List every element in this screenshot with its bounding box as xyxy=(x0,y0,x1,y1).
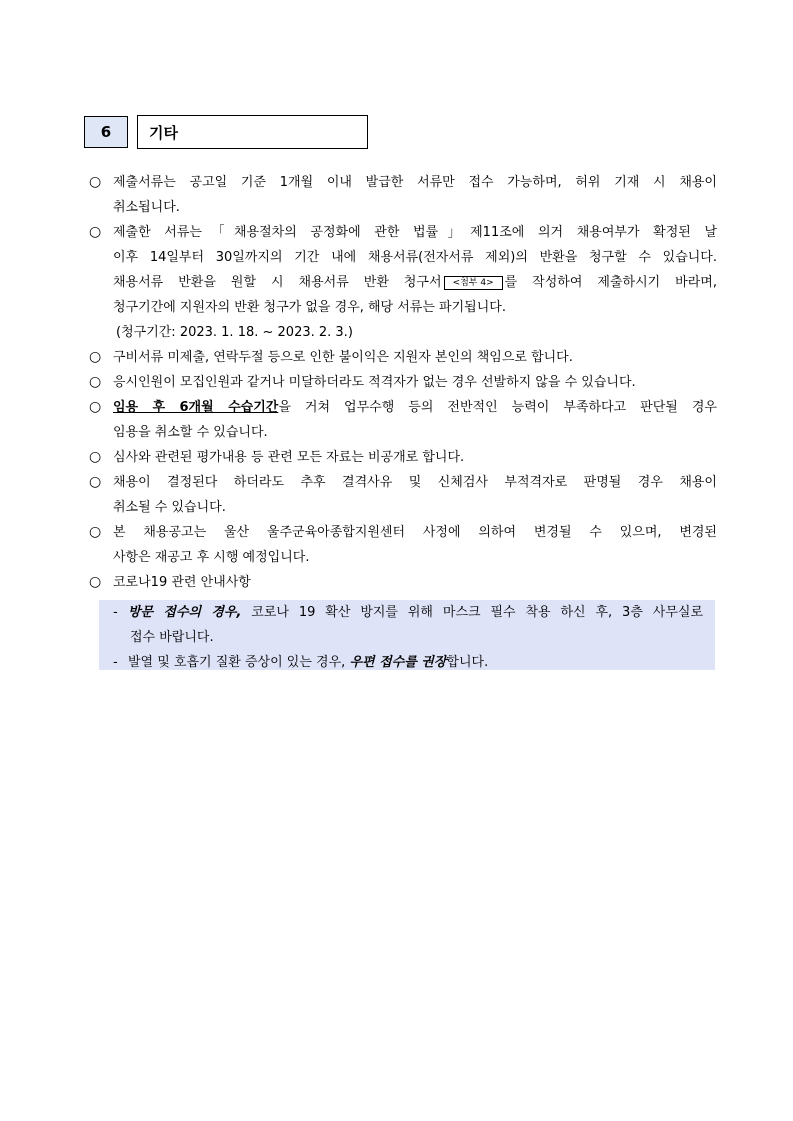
bullet-icon: ○ xyxy=(89,574,102,590)
item-text: 취소됩니다. xyxy=(113,200,180,215)
covid-item xyxy=(113,650,703,675)
bullet-icon: ○ xyxy=(89,474,102,490)
bullet-icon: ○ xyxy=(89,524,102,540)
item-text xyxy=(113,395,717,420)
item-text: 구비서류 미제출, 연락두절 등으로 인한 불이익은 지원자 본인의 책임으로 합니다. xyxy=(113,350,573,365)
bullet-icon: ○ xyxy=(89,349,102,365)
item-text xyxy=(113,270,717,295)
item-text: 응시인원이 모집인원과 같거나 미달하더라도 적격자가 없는 경우 선발하지 않을 수 있습니다. xyxy=(113,375,636,390)
covid-item xyxy=(113,600,703,650)
bullet-icon: ○ xyxy=(89,399,102,415)
item-text: 채용이 결정된다 하더라도 추후 결격사유 및 신체검사 부적격자로 판명될 경우 채용이 xyxy=(113,475,717,490)
section-title: 기타 xyxy=(137,115,368,149)
mail-highlight: 우편 접수를 권장 xyxy=(349,655,447,670)
item-text: 이후 14일부터 30일까지의 기간 내에 채용서류(전자서류 제외)의 반환을 청구할 수 있습니다. xyxy=(113,250,717,265)
covid-text xyxy=(128,600,703,625)
item-text: 심사와 관련된 평가내용 등 관련 모든 자료는 비공개로 합니다. xyxy=(113,450,465,465)
item-text: 취소될 수 있습니다. xyxy=(113,500,226,515)
covid-notice-box xyxy=(99,600,715,670)
list-item xyxy=(89,370,717,395)
item-text: 본 채용공고는 울산 울주군육아종합지원센터 사정에 의하여 변경될 수 있으며, 변경된 xyxy=(113,525,717,540)
list-item xyxy=(89,220,717,345)
item-text: 임용을 취소할 수 있습니다. xyxy=(113,425,268,440)
bullet-icon: ○ xyxy=(89,224,102,240)
list-item xyxy=(89,570,717,595)
probation-highlight: 임용 후 6개월 수습기간 xyxy=(113,400,279,415)
item-text-part: 를 작성하여 제출하시기 바라며, xyxy=(504,275,717,290)
covid-text-part: 코로나 19 확산 방지를 위해 마스크 필수 착용 하신 후, 3층 사무실로 xyxy=(241,605,703,620)
visit-highlight: 방문 접수의 경우, xyxy=(128,605,242,620)
section-number: 6 xyxy=(84,116,128,148)
dash-marker: - xyxy=(113,655,118,670)
claim-period: (청구기간: 2023. 1. 18. ~ 2023. 2. 3.) xyxy=(116,325,353,340)
list-item xyxy=(89,445,717,470)
notice-list xyxy=(89,170,717,595)
list-item xyxy=(89,520,717,570)
list-item xyxy=(89,470,717,520)
covid-text-part: 합니다. xyxy=(446,655,489,670)
covid-text-part: 발열 및 호흡기 질환 증상이 있는 경우, xyxy=(128,655,350,670)
dash-marker: - xyxy=(113,605,118,620)
item-text: 사항은 재공고 후 시행 예정입니다. xyxy=(113,550,310,565)
item-text: 코로나19 관련 안내사항 xyxy=(113,575,251,590)
bullet-icon: ○ xyxy=(89,449,102,465)
list-item xyxy=(89,170,717,220)
list-item xyxy=(89,395,717,445)
item-text: 제출한 서류는「채용절차의 공정화에 관한 법률」제11조에 의거 채용여부가 확정된 날 xyxy=(113,225,717,240)
bullet-icon: ○ xyxy=(89,174,102,190)
item-text-part: 을 거쳐 업무수행 등의 전반적인 능력이 부족하다고 판단될 경우 xyxy=(278,400,717,415)
list-item xyxy=(89,345,717,370)
covid-text xyxy=(128,650,703,675)
bullet-icon: ○ xyxy=(89,374,102,390)
attachment-tag: <첨부 4> xyxy=(444,276,503,290)
item-text: 청구기간에 지원자의 반환 청구가 없을 경우, 해당 서류는 파기됩니다. xyxy=(113,300,506,315)
covid-text: 접수 바랍니다. xyxy=(130,630,214,645)
item-text: 제출서류는 공고일 기준 1개월 이내 발급한 서류만 접수 가능하며, 허위 기재 시 채용이 xyxy=(113,175,717,190)
item-text-part: 채용서류 반환을 원할 시 채용서류 반환 청구서 xyxy=(113,275,442,290)
